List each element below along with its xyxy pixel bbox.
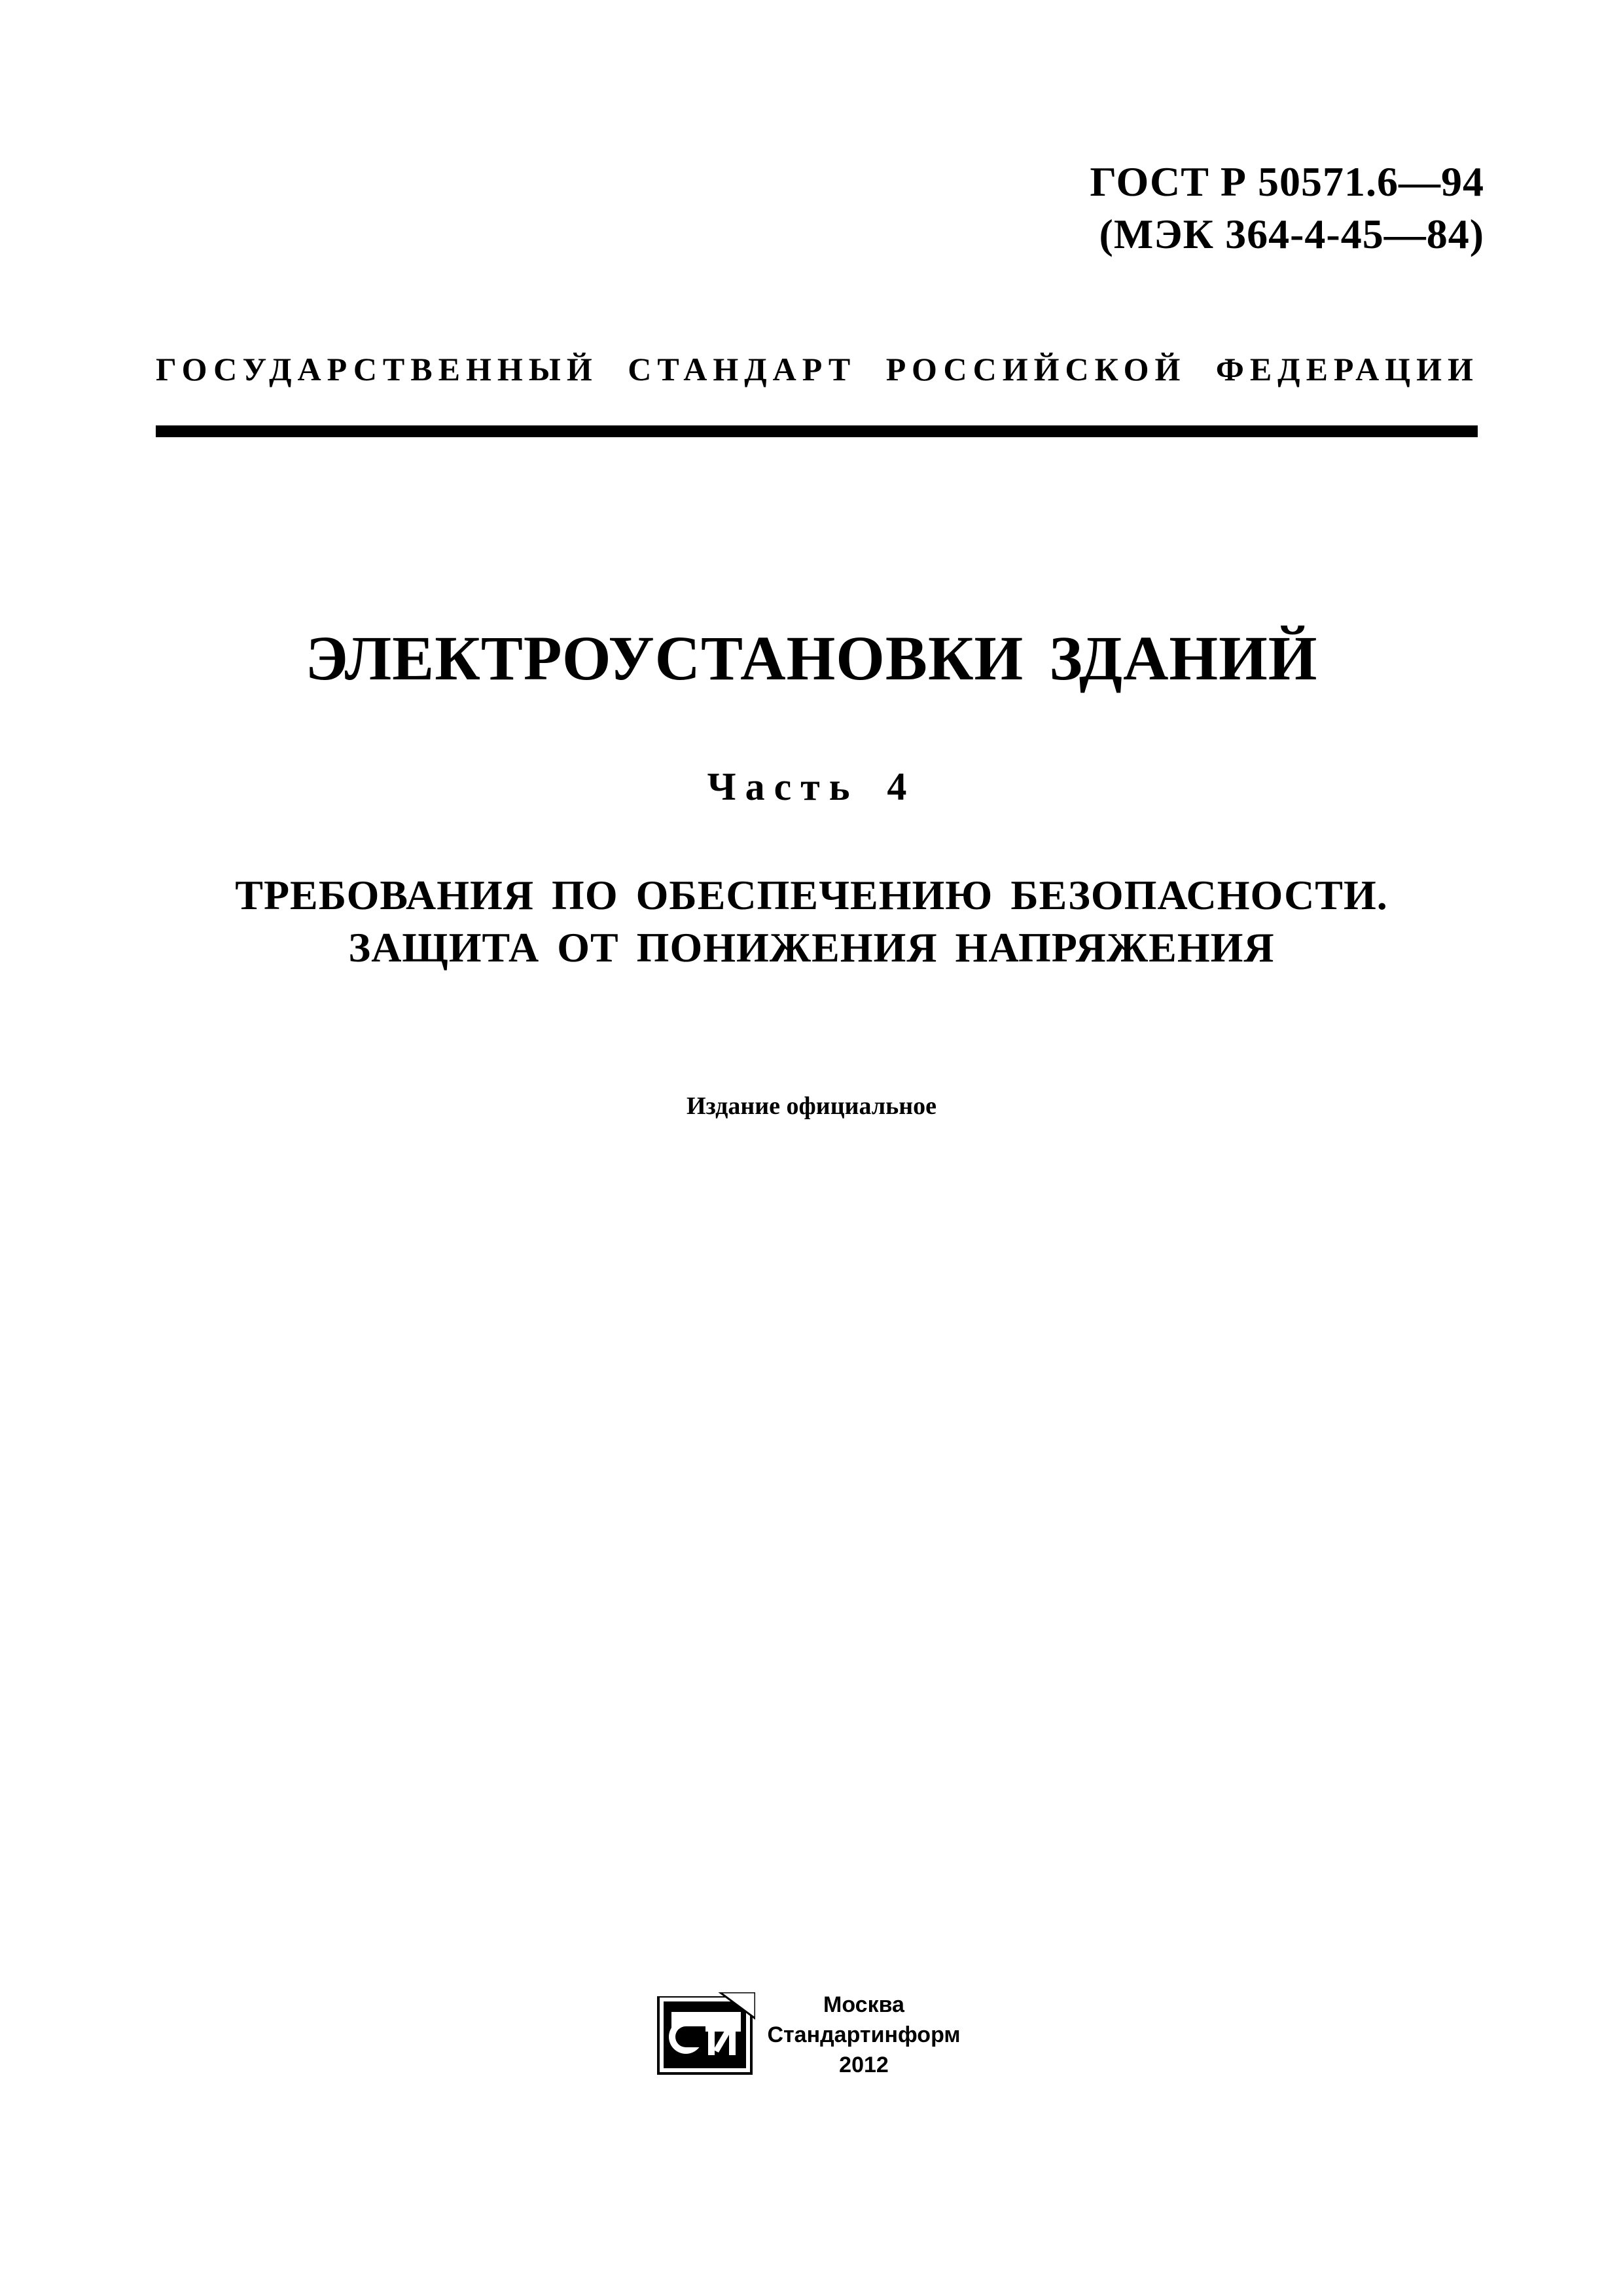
publisher-city: Москва xyxy=(823,1992,904,2017)
edition-label: Издание официальное xyxy=(686,1092,936,1120)
document-title: ЭЛЕКТРОУСТАНОВКИ ЗДАНИЙ xyxy=(305,623,1318,693)
subtitle-line-1: ТРЕБОВАНИЯ ПО ОБЕСПЕЧЕНИЮ БЕЗОПАСНОСТИ. xyxy=(235,872,1388,918)
iec-number: (МЭК 364-4-45—84) xyxy=(1099,211,1484,257)
standard-number: ГОСТ Р 50571.6—94 xyxy=(1090,158,1484,205)
state-standard-heading: ГОСУДАРСТВЕННЫЙ СТАНДАРТ РОССИЙСКОЙ ФЕДЕРАЦИИ xyxy=(156,351,1479,387)
publication-year: 2012 xyxy=(839,2053,889,2077)
document-subtitle xyxy=(0,869,1623,974)
heading-divider xyxy=(156,425,1478,437)
standard-designation xyxy=(1090,156,1484,260)
publisher-block xyxy=(766,1990,962,2080)
publisher-name: Стандартинформ xyxy=(767,2022,961,2047)
standartinform-logo-icon xyxy=(657,1992,755,2079)
subtitle-line-2: ЗАЩИТА ОТ ПОНИЖЕНИЯ НАПРЯЖЕНИЯ xyxy=(348,924,1275,971)
part-label: Часть 4 xyxy=(707,765,916,808)
